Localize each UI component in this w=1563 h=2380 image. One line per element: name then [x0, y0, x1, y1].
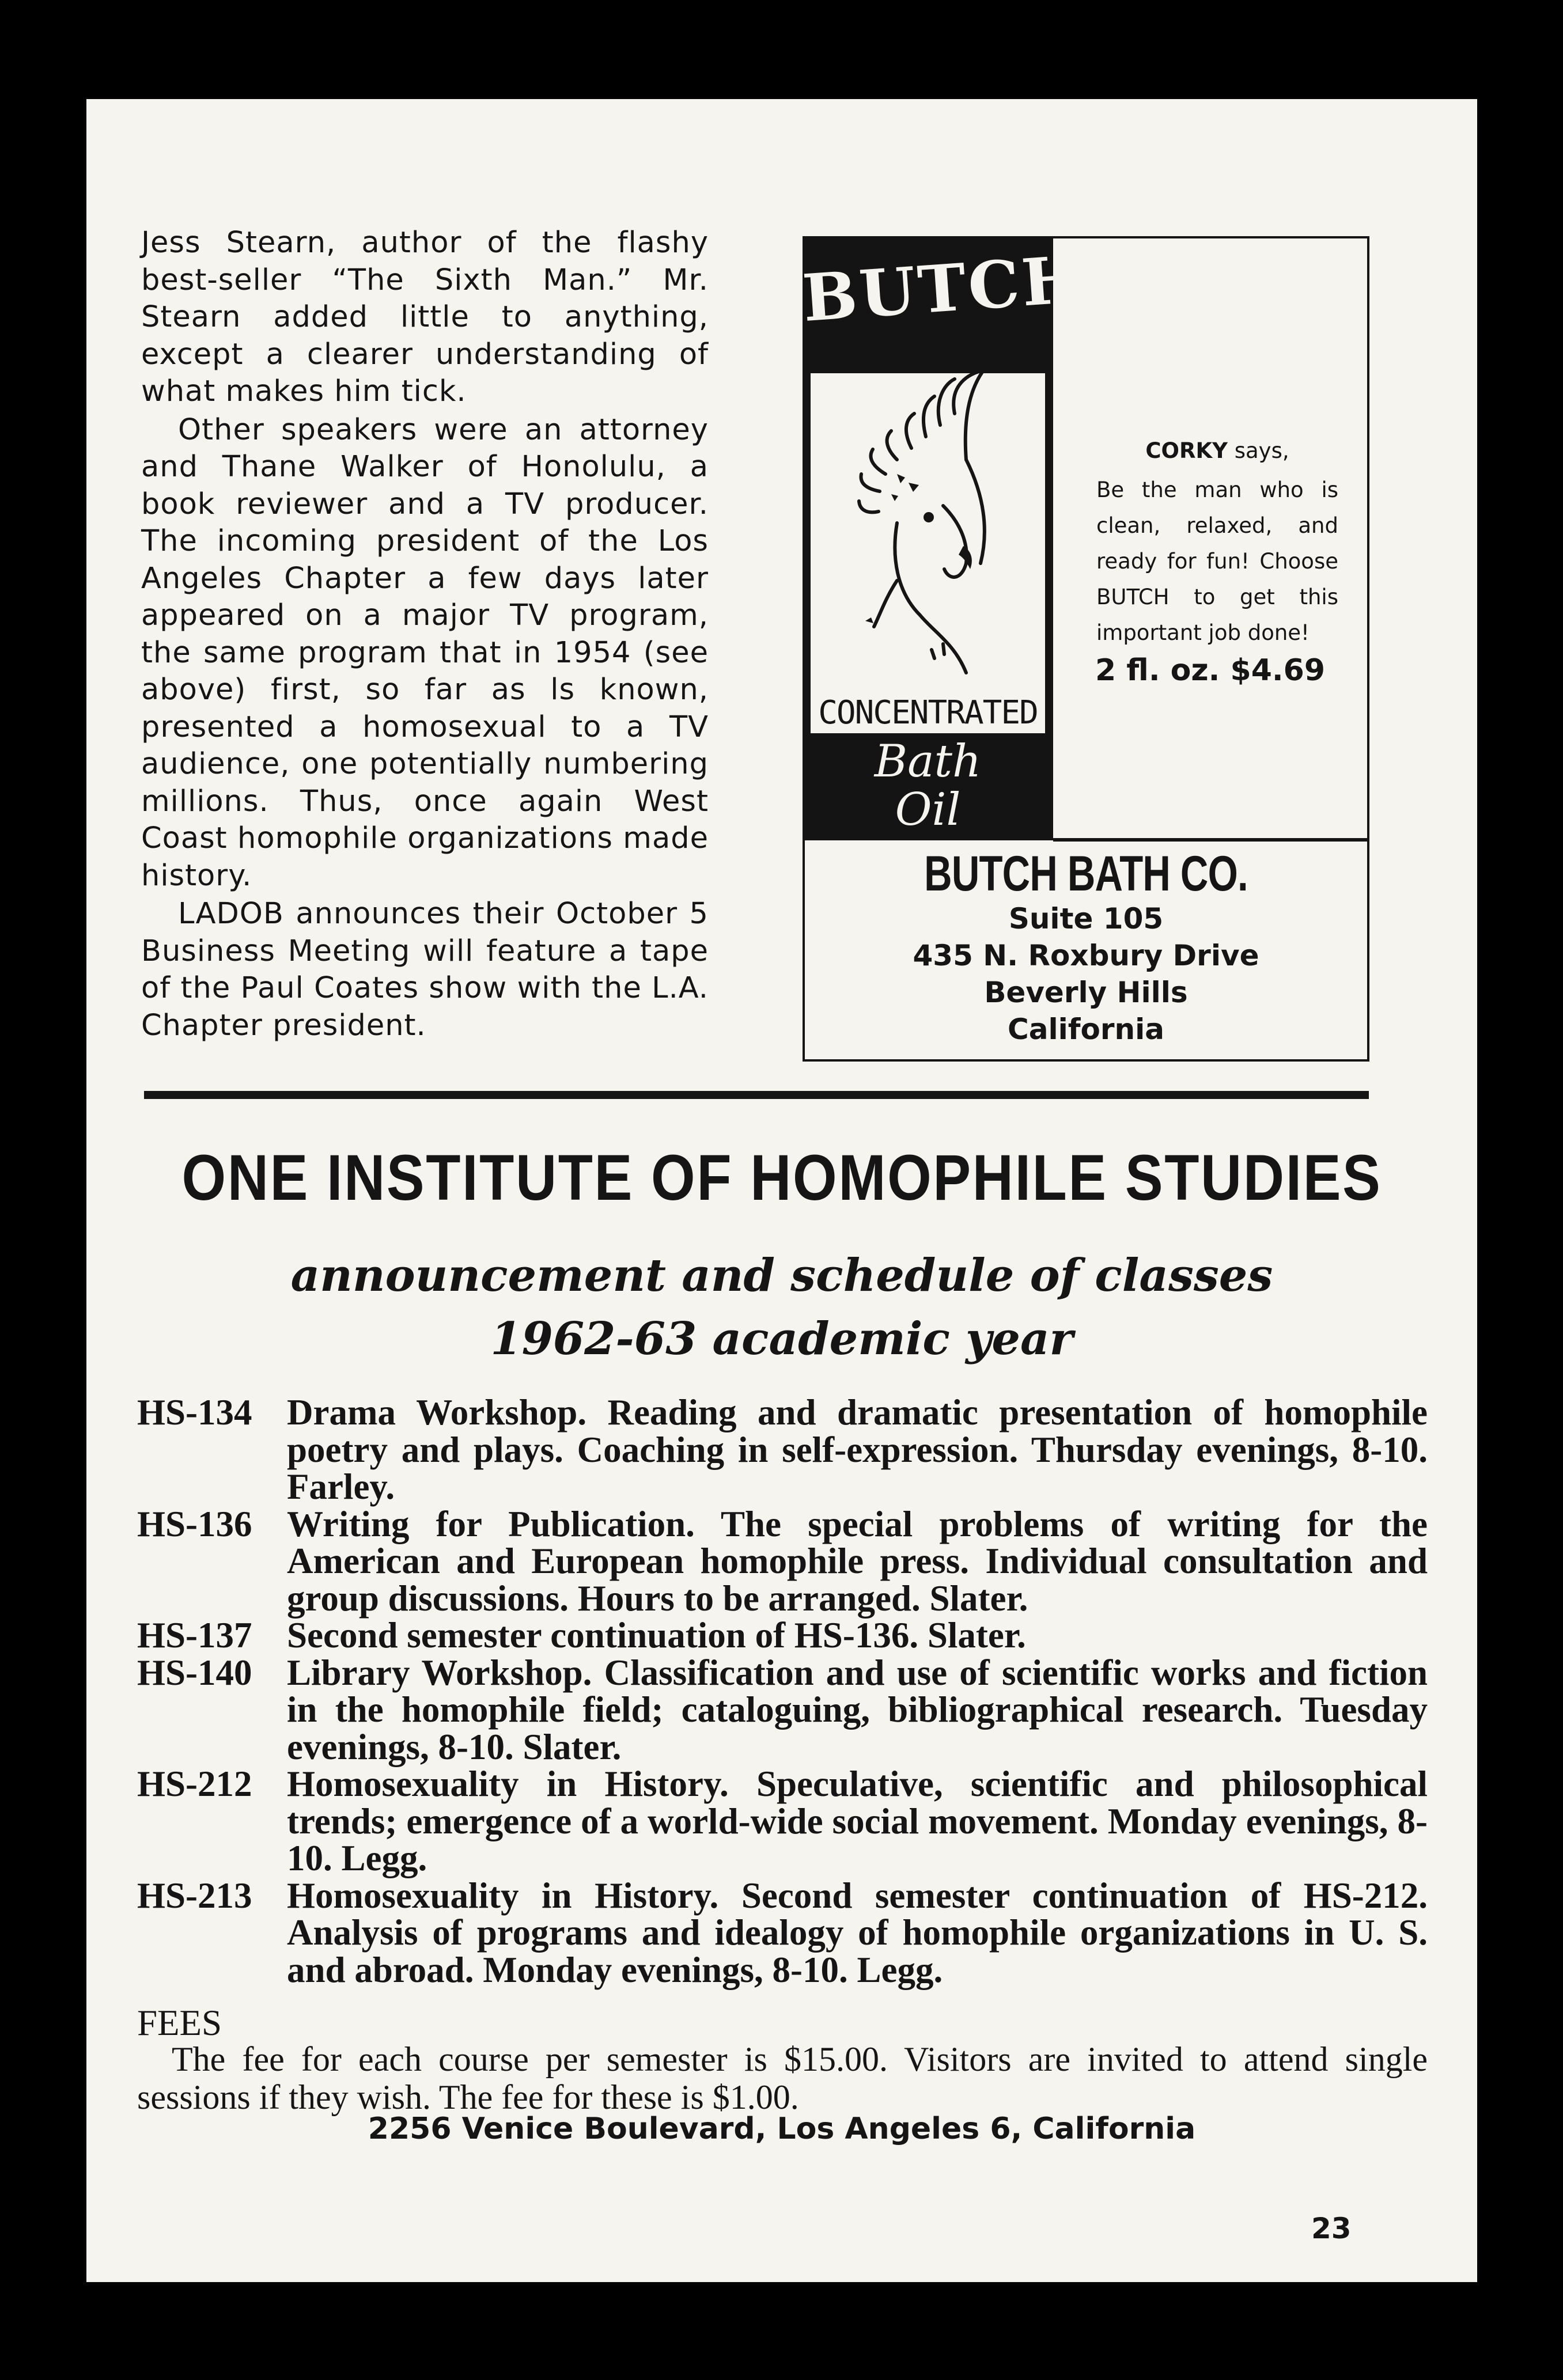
company-state: California	[1008, 1013, 1164, 1046]
institute-address: 2256 Venice Boulevard, Los Angeles 6, California	[368, 2112, 1196, 2146]
course-description: Writing for Publication. The special problems of writing for the American and European homophile press. Individual consultation and group discussions. Hours to be arranged. Slater.	[287, 1503, 1428, 1619]
course-item	[137, 1503, 1428, 1619]
course-description: Homosexuality in History. Second semester continuation of HS-212. Analysis of programs and idealogy of homophile organizations in U. S. and abroad. Monday evenings, 8-10. Legg.	[287, 1875, 1428, 1990]
corky-name: CORKY	[1145, 438, 1228, 463]
magazine-page	[86, 99, 1477, 2282]
article-column	[141, 225, 709, 1044]
course-code: HS-213	[137, 1875, 252, 1916]
ad-price: 2 fl. oz. $4.69	[1095, 653, 1325, 688]
course-description: Library Workshop. Classification and use of scientific works and fiction in the homophile field; cataloguing, bibliographical research. Tuesday evenings, 8-10. Slater.	[287, 1652, 1428, 1767]
course-code: HS-136	[137, 1503, 252, 1544]
course-list	[137, 1394, 1428, 1988]
course-code: HS-212	[137, 1764, 252, 1804]
course-item	[137, 1394, 1428, 1506]
page-number: 23	[1311, 2212, 1352, 2245]
butch-bath-oil-advertisement	[800, 236, 1369, 1059]
ad-product-line1: Bath	[874, 736, 982, 787]
course-item	[137, 1617, 1428, 1654]
ad-copy-panel	[1053, 236, 1369, 842]
company-name: BUTCH BATH CO.	[924, 846, 1248, 901]
ad-product-panel	[800, 236, 1088, 838]
course-code: HS-134	[137, 1392, 252, 1432]
course-description: Homosexuality in History. Speculative, scientific and philosophical trends; emergence of a world-wide social movement. Monday evenings, 8-10. Legg.	[287, 1764, 1428, 1878]
fees-text: The fee for each course per semester is $15.00. Visitors are invited to attend single sessions if they wish. The fee for these is $1.00.	[137, 2040, 1428, 2116]
course-code: HS-137	[137, 1615, 252, 1655]
article-paragraph: Other speakers were an attorney and Thane Walker of Honolulu, a book reviewer and a TV producer. The incoming president of the Los Angeles Chapter a few days later appeared on a major TV program, the same program that in 1954 (see above) first, so far as ls known, presented a homosexual to a TV audience, one potentially numbering millions. Thus, once again West Coast homophile organizations made history.	[141, 412, 709, 893]
ad-tagline-heading	[1096, 433, 1338, 469]
company-street: 435 N. Roxbury Drive	[913, 939, 1259, 972]
subtitle-line1: announcement and schedule of classes	[290, 1249, 1273, 1302]
company-suite: Suite 105	[1008, 902, 1164, 935]
course-item	[137, 1765, 1428, 1877]
ad-tagline-text: Be the man who is clean, relaxed, and ready for fun! Choose BUTCH to get this important job done!	[1096, 477, 1338, 645]
ad-concentrated-label: CONCENTRATED	[811, 693, 1045, 733]
ad-product-line2: Oil	[895, 784, 961, 836]
course-description: Drama Workshop. Reading and dramatic presentation of homophile poetry and plays. Coaching in self-expression. Thursday evenings, 8-10. Farley.	[287, 1392, 1428, 1507]
cockatoo-illustration-icon	[811, 373, 1045, 693]
corky-says: says,	[1234, 438, 1289, 463]
ad-product-name	[803, 737, 1053, 834]
ad-company-address	[803, 838, 1369, 1062]
section-divider	[144, 1091, 1369, 1099]
article-paragraph: Jess Stearn, author of the flashy best-seller “The Sixth Man.” Mr. Stearn added little to anything, except a clearer understanding of what makes him tick.	[141, 226, 709, 408]
company-city: Beverly Hills	[984, 976, 1188, 1009]
fees-heading: FEES	[137, 2003, 222, 2043]
ad-tagline	[1096, 433, 1338, 651]
course-description: Second semester continuation of HS-136. Slater.	[287, 1615, 1026, 1655]
institute-subtitle	[86, 1244, 1477, 1371]
subtitle-line2: 1962-63 academic year	[490, 1313, 1073, 1365]
institute-title: ONE INSTITUTE OF HOMOPHILE STUDIES	[181, 1142, 1382, 1214]
course-item	[137, 1877, 1428, 1989]
course-item	[137, 1654, 1428, 1766]
ad-brand-logo: BUTCH	[800, 241, 1088, 337]
cockatoo-drawing	[811, 373, 1045, 693]
course-code: HS-140	[137, 1652, 252, 1693]
article-paragraph: LADOB announces their October 5 Business Meeting will feature a tape of the Paul Coates show with the L.A. Chapter president.	[141, 897, 709, 1043]
